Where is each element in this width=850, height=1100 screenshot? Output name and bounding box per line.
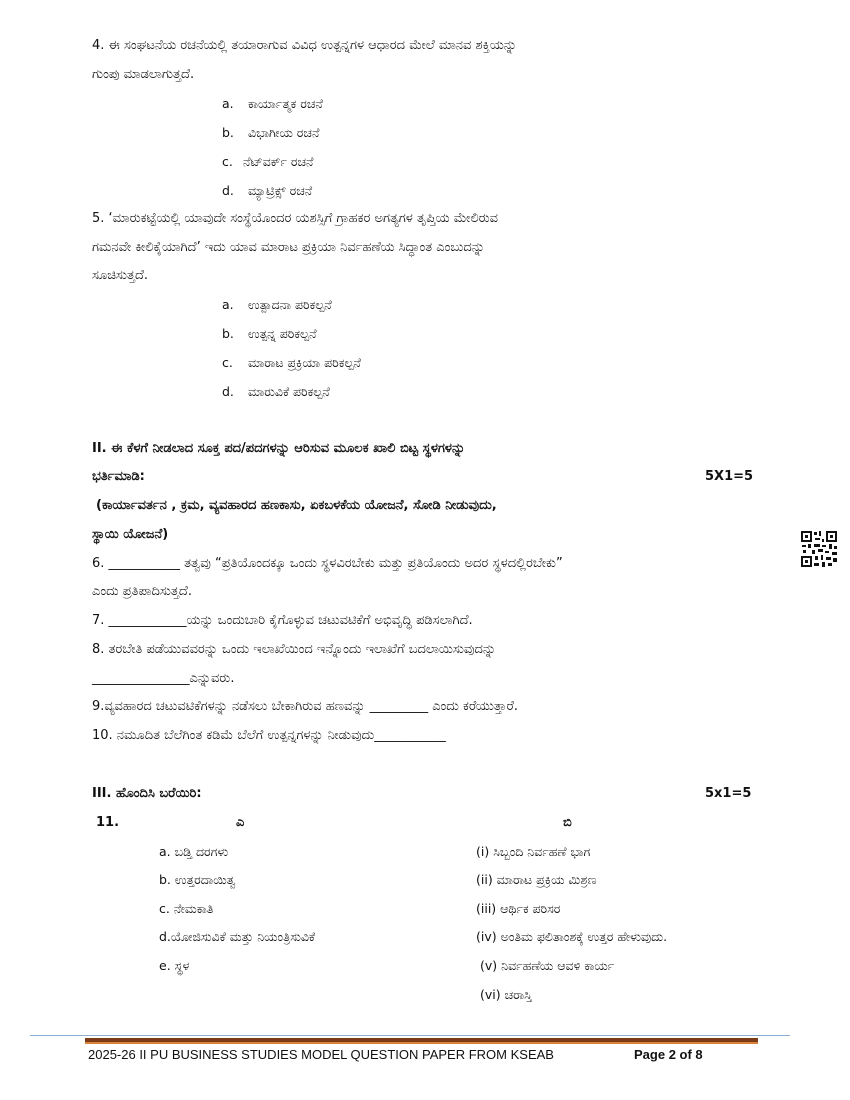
q5-line1: 5. ‘ಮಾರುಕಟ್ಟೆಯಲ್ಲಿ ಯಾವುದೇ ಸಂಸ್ಥೆಯೊಂದರ ಯಶಸ್ಸಿಗೆ ಗ್ರಾಹಕರ ಅಗತ್ಯಗಳ ತೃಪ್ತಿಯ ಮೇಲಿರುವ [92,211,498,226]
q8-line2: _______________ಎನ್ನುವರು. [92,671,235,686]
q4-line2: ಗುಂಪು ಮಾಡಲಾಗುತ್ತದೆ. [92,67,195,82]
q7: 7. ____________ಯನ್ನು ಒಂದುಬಾರಿ ಕೈಗೊಳ್ಳುವ ಚಟುವಟಿಕೆಗೆ ಅಭಿವೃದ್ಧಿ ಪಡಿಸಲಾಗಿದೆ. [92,613,473,628]
q5-line3: ಸೂಚಿಸುತ್ತದೆ. [92,268,149,283]
section3-marks: 5x1=5 [705,786,752,801]
q5-line2: ಗಮನವೇ ಕೀಲಿಕೈಯಾಗಿದೆ’ ಇದು ಯಾವ ಮಾರಾಟ ಪ್ರಕ್ರಿಯಾ ನಿರ್ವಹಣೆಯ ಸಿದ್ಧಾಂತ ಎಂಬುದನ್ನು [92,240,485,255]
match-right-v: (v) ನಿರ್ವಹಣೆಯ ಆವಳಿ ಕಾರ್ಯ [480,958,615,973]
match-right-vi: (vi) ಚರಾಸ್ತಿ [480,987,532,1002]
q5-option-c-letter: c. [222,355,233,370]
match-right-i: (i) ಸಿಬ್ಬಂದಿ ನಿರ್ವಹಣೆ ಭಾಗ [476,844,591,859]
section3-heading: III. ಹೊಂದಿಸಿ ಬರೆಯಿರಿ: [92,786,202,801]
q5-option-d-letter: d. [222,384,234,399]
section2-marks: 5X1=5 [705,469,754,484]
q5-option-b: ಉತ್ಪನ್ನ ಪರಿಕಲ್ಪನೆ [248,326,317,341]
footer-title: 2025-26 II PU BUSINESS STUDIES MODEL QUESTION PAPER FROM KSEAB [88,1047,554,1062]
q9: 9.ವ್ಯವಹಾರದ ಚಟುವಟಿಕೆಗಳನ್ನು ನಡೆಸಲು ಬೇಕಾಗಿರುವ ಹಣವನ್ನು _________ ಎಂದು ಕರೆಯುತ್ತಾರೆ. [92,699,518,714]
column-b-header: ಬಿ [563,815,572,830]
q5-option-a: ಉತ್ಪಾದನಾ ಪರಿಕಲ್ಪನೆ [248,297,332,312]
match-right-iii: (iii) ಆರ್ಥಿಕ ಪರಿಸರ [476,901,561,916]
section2-choices-line1: (ಕಾರ್ಯಾವರ್ತನ , ಕ್ರಮ, ವ್ಯವಹಾರದ ಹಣಕಾಸು, ಏಕಬಳಕೆಯ ಯೋಜನೆ, ಸೋಡಿ ನೀಡುವುದು, [96,498,497,513]
match-left-d: d.ಯೋಜಿಸುವಿಕೆ ಮತ್ತು ನಿಯಂತ್ರಿಸುವಿಕೆ [159,929,316,944]
match-left-e: e. ಸ್ಥಳ [159,958,190,973]
section2-choices-line2: ಸ್ಥಾಯಿ ಯೋಜನೆ) [92,527,169,542]
match-left-a: a. ಬಡ್ತಿ ದರಗಳು [159,844,229,859]
q4-option-c-letter: c. [222,154,233,169]
page-total: 8 [695,1047,703,1062]
q4-option-a-letter: a. [222,96,234,111]
q4-option-a: ಕಾರ್ಯಾತ್ಮಕ ರಚನೆ [248,96,323,111]
match-right-iv: (iv) ಅಂತಿಮ ಫಲಿತಾಂಶಕ್ಕೆ ಉತ್ತರ ಹೇಳುವುದು. [476,929,668,944]
q8-line1: 8. ತರಬೇತಿ ಪಡೆಯುವವರನ್ನು ಒಂದು ಇಲಾಖೆಯಿಂದ ಇನ್ನೊಂದು ಇಲಾಖೆಗೆ ಬದಲಾಯಿಸುವುದನ್ನು [92,642,497,657]
q4-option-b: ವಿಭಾಗೀಯ ರಚನೆ [248,125,320,140]
q6-line2: ಎಂದು ಪ್ರತಿಪಾದಿಸುತ್ತದೆ. [92,584,192,599]
q4-option-c: ನೆಟ್‌ವರ್ಕ್ ರಚನೆ [243,154,314,169]
footer-divider-orange [85,1042,758,1044]
qr-code-icon [800,530,838,568]
q4-option-b-letter: b. [222,125,234,140]
page-number [634,1047,703,1062]
section2-heading-line2: ಭರ್ತಿಮಾಡಿ: [92,469,145,484]
footer-divider-blue [30,1035,790,1036]
q5-option-d: ಮಾರುವಿಕೆ ಪರಿಕಲ್ಪನೆ [248,384,330,399]
q5-option-b-letter: b. [222,326,234,341]
q5-option-a-letter: a. [222,297,234,312]
q11-number: 11. [96,815,120,830]
column-a-header: ಎ [236,815,245,830]
page-current: 2 [668,1047,676,1062]
q10: 10. ನಮೂದಿತ ಬೆಲೆಗಿಂತ ಕಡಿಮೆ ಬೆಲೆಗೆ ಉತ್ಪನ್ನಗಳನ್ನು ನೀಡುವುದು___________ [92,728,446,743]
q4-line1: 4. ಈ ಸಂಘಟನೆಯ ರಚನೆಯಲ್ಲಿ ತಯಾರಾಗುವ ವಿವಿಧ ಉತ್ಪನ್ನಗಳ ಆಧಾರದ ಮೇಲೆ ಮಾನವ ಶಕ್ತಿಯನ್ನು [92,38,517,53]
match-right-ii: (ii) ಮಾರಾಟ ಪ್ರಕ್ರಿಯ ಮಿಶ್ರಣ [476,872,597,887]
q4-option-d-letter: d. [222,183,234,198]
q6-line1: 6. ___________ ತತ್ವವು “ಪ್ರತಿಯೊಂದಕ್ಕೂ ಒಂದು ಸ್ಥಳವಿರಬೇಕು ಮತ್ತು ಪ್ರತಿಯೊಂದು ಅದರ ಸ್ಥಳದಲ್ಲಿರಬೇಕು” [92,556,563,571]
match-left-b: b. ಉತ್ತರದಾಯಿತ್ವ [159,872,236,887]
page-of: of [675,1047,696,1062]
match-left-c: c. ನೇಮಕಾತಿ [159,901,214,916]
page-prefix: Page [634,1047,669,1062]
q5-option-c: ಮಾರಾಟ ಪ್ರಕ್ರಿಯಾ ಪರಿಕಲ್ಪನೆ [248,355,361,370]
q4-option-d: ಮ್ಯಾಟ್ರಿಕ್ಸ್ ರಚನೆ [248,183,313,198]
qr-code-graphic [800,530,838,568]
section2-heading-line1: II. ಈ ಕೆಳಗೆ ನೀಡಲಾದ ಸೂಕ್ತ ಪದ/ಪದಗಳನ್ನು ಆರಿಸುವ ಮೂಲಕ ಖಾಲಿ ಬಿಟ್ಟ ಸ್ಥಳಗಳನ್ನು [92,441,466,456]
